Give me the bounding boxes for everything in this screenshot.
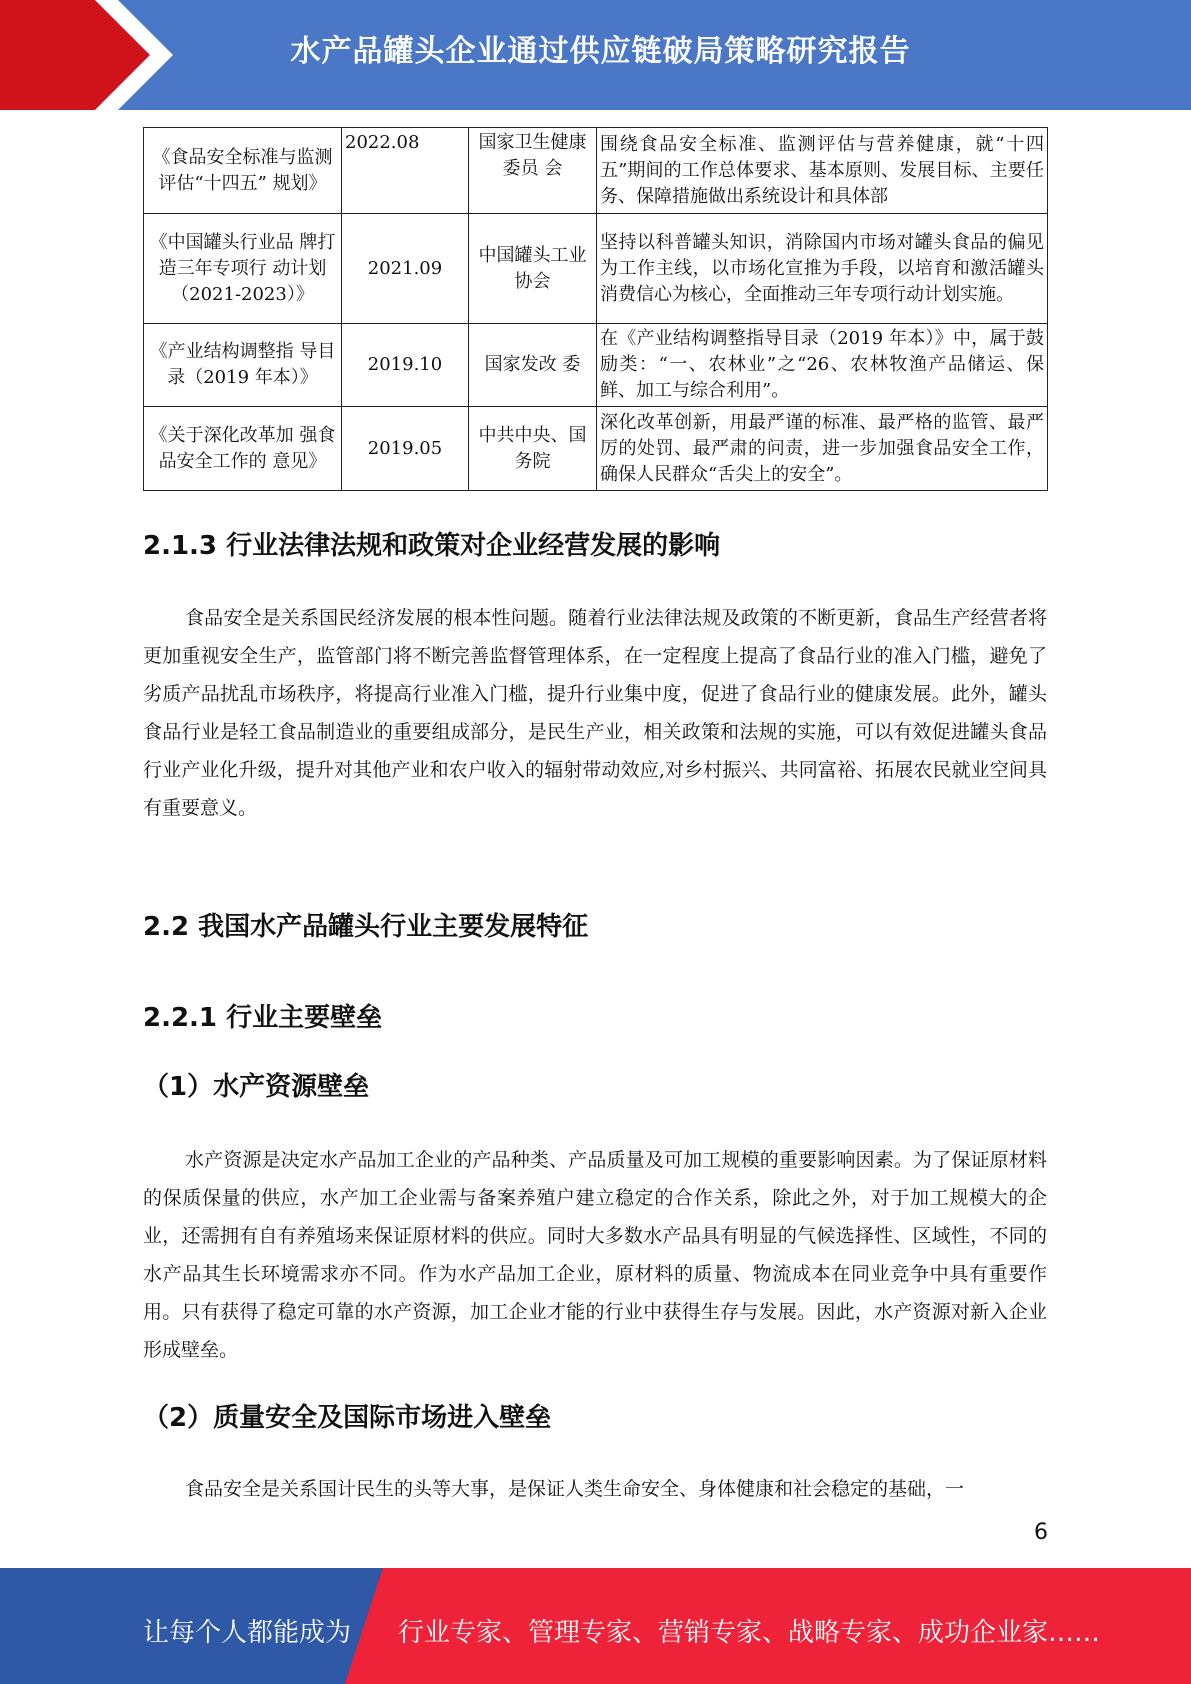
footer-banner bbox=[0, 1568, 1191, 1684]
policy-date: 2019.10 bbox=[342, 324, 469, 407]
section-2-1-3-paragraph: 食品安全是关系国民经济发展的根本性问题。随着行业法律法规及政策的不断更新，食品生产经营者将更加重视安全生产，监管部门将不断完善监督管理体系，在一定程度上提高了食品行业的准入门槛，避免了劣质产品扰乱市场秩序，将提高行业准入门槛，提升行业集中度，促进了食品行业的健康发展。此外，罐头食品行业是轻工食品制造业的重要组成部分，是民生产业，相关政策和法规的实施，可以有效促进罐头食品行业产业化升级，提升对其他产业和农户收入的辐射带动效应,对乡村振兴、共同富裕、拓展农民就业空间具有重要意义。 bbox=[143, 607, 1047, 819]
header-banner bbox=[0, 0, 1191, 110]
policy-name: 《产业结构调整指 导目录（2019 年本）》 bbox=[144, 324, 342, 407]
table-row bbox=[144, 324, 1048, 407]
report-title: 水产品罐头企业通过供应链破局策略研究报告 bbox=[290, 34, 911, 69]
section-heading-2-2: 2.2 我国水产品罐头行业主要发展特征 bbox=[143, 912, 589, 942]
policy-date: 2022.08 bbox=[342, 128, 469, 214]
page-number: 6 bbox=[1034, 1520, 1048, 1545]
section-heading-2-1-3: 2.1.3 行业法律法规和政策对企业经营发展的影响 bbox=[143, 531, 721, 561]
policy-issuer: 国家发改 委 bbox=[469, 324, 597, 407]
policy-name: 《关于深化改革加 强食品安全工作的 意见》 bbox=[144, 407, 342, 491]
policy-description: 在《产业结构调整指导目录（2019 年本）》中，属于鼓励类：“一、农林业”之“26、农林牧渔产品储运、保鲜、加工与综合利用”。 bbox=[597, 324, 1048, 407]
subsection-1-paragraph: 水产资源是决定水产品加工企业的产品种类、产品质量及可加工规模的重要影响因素。为了保证原材料的保质保量的供应，水产加工企业需与备案养殖户建立稳定的合作关系，除此之外，对于加工规模大的企业，还需拥有自有养殖场来保证原材料的供应。同时大多数水产品具有明显的气候选择性、区域性，不同的水产品其生长环境需求亦不同。作为水产品加工企业，原材料的质量、物流成本在同业竞争中具有重要作用。只有获得了稳定可靠的水产资源，加工企业才能的行业中获得生存与发展。因此，水产资源对新入企业形成壁垒。 bbox=[143, 1149, 1047, 1361]
table-row bbox=[144, 407, 1048, 491]
policy-date: 2021.09 bbox=[342, 214, 469, 324]
subsection-heading-2: （2）质量安全及国际市场进入壁垒 bbox=[143, 1403, 552, 1433]
policy-issuer: 中国罐头工业协会 bbox=[469, 214, 597, 324]
policy-issuer: 中共中央、国务院 bbox=[469, 407, 597, 491]
policy-description: 坚持以科普罐头知识，消除国内市场对罐头食品的偏见为工作主线，以市场化宣推为手段，以培育和激活罐头消费信心为核心，全面推动三年专项行动计划实施。 bbox=[597, 214, 1048, 324]
footer-slogan-right: 行业专家、管理专家、营销专家、战略专家、成功企业家…… bbox=[398, 1618, 1101, 1648]
table-row bbox=[144, 128, 1048, 214]
policy-issuer: 国家卫生健康委员 会 bbox=[469, 128, 597, 214]
subsection-heading-1: （1）水产资源壁垒 bbox=[143, 1072, 370, 1102]
subsection-2-paragraph: 食品安全是关系国计民生的头等大事，是保证人类生命安全、身体健康和社会稳定的基础，一 bbox=[185, 1478, 965, 1500]
policy-name: 《中国罐头行业品 牌打造三年专项行 动计划（2021-2023）》 bbox=[144, 214, 342, 324]
policy-date: 2019.05 bbox=[342, 407, 469, 491]
policy-description: 围绕食品安全标准、监测评估与营养健康，就“十四五”期间的工作总体要求、基本原则、发展目标、主要任务、保障措施做出系统设计和具体部 bbox=[597, 128, 1048, 214]
footer-slogan-left: 让每个人都能成为 bbox=[143, 1618, 352, 1648]
section-heading-2-2-1: 2.2.1 行业主要壁垒 bbox=[143, 1003, 383, 1033]
policy-description: 深化改革创新，用最严谨的标准、最严格的监管、最严厉的处罚、最严肃的问责，进一步加强食品安全工作，确保人民群众“舌尖上的安全”。 bbox=[597, 407, 1048, 491]
policy-name: 《食品安全标准与监测评估“十四五” 规划》 bbox=[144, 128, 342, 214]
table-row bbox=[144, 214, 1048, 324]
policy-table bbox=[143, 127, 1048, 491]
